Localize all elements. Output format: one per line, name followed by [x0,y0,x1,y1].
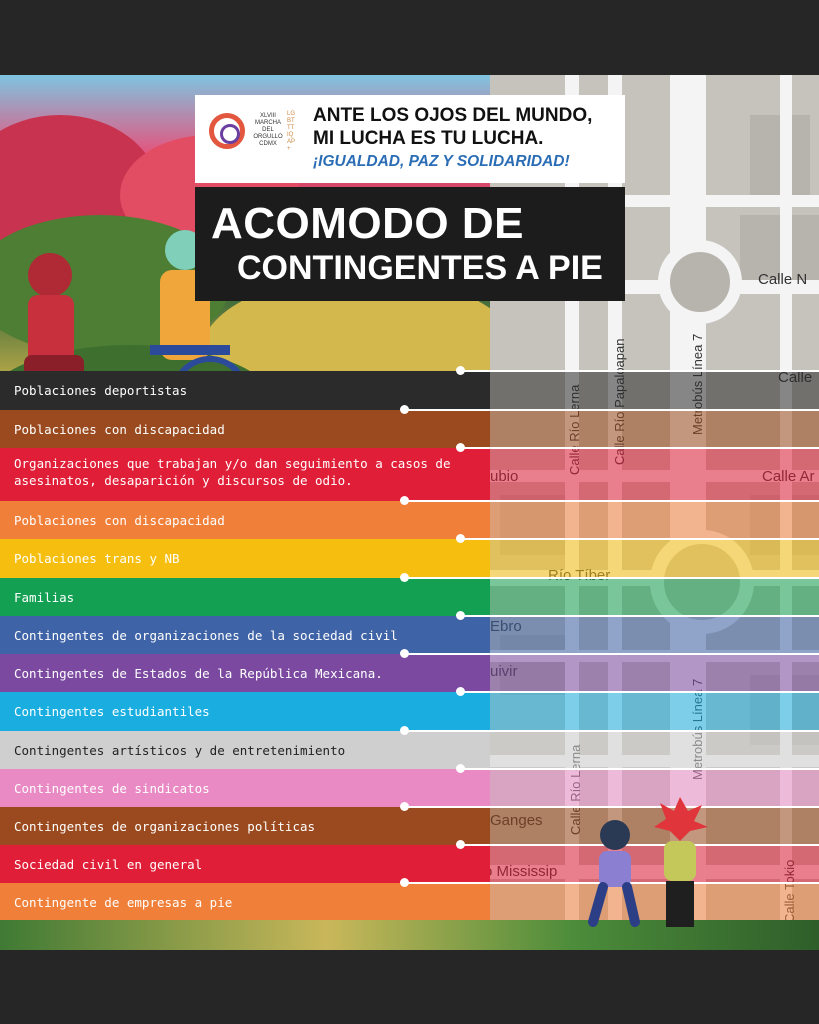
contingent-label: Poblaciones con discapacidad [14,513,225,528]
contingent-label: Contingentes de Estados de la República Mexicana. [14,666,383,681]
band-dot [400,878,409,887]
band-map-overlay [490,448,819,501]
band-connector-line [404,577,819,579]
band-connector-line [404,500,819,502]
band-dot [456,366,465,375]
band-connector-line [404,806,819,808]
contingent-label: Poblaciones deportistas [14,383,188,398]
band-connector-line [460,691,819,693]
contingent-band [0,654,819,692]
band-dot [456,611,465,620]
band-dot [400,496,409,505]
band-dot [400,649,409,658]
band-dot [456,764,465,773]
slogan-line-3: ¡IGUALDAD, PAZ Y SOLIDARIDAD! [313,153,570,170]
band-connector-line [460,370,819,372]
logo-letters: LG BT TT IQ AP + [287,111,296,152]
contingent-label: Contingentes de organizaciones de la sociedad civil [14,628,398,643]
band-map-overlay [490,501,819,539]
contingent-label: Sociedad civil en general [14,857,203,872]
band-dot [400,573,409,582]
contingent-band [0,731,819,769]
contingent-label: Contingente de empresas a pie [14,895,233,910]
band-dot [400,726,409,735]
contingent-label: Contingentes estudiantiles [14,704,210,719]
band-dot [456,534,465,543]
title-line-1: ACOMODO DE [211,199,524,248]
contingent-label: Contingentes artísticos y de entretenimiento [14,743,346,758]
band-dot [456,687,465,696]
band-dot [456,443,465,452]
title-line-2: CONTINGENTES A PIE [237,249,603,287]
band-map-overlay [490,692,819,731]
contingent-label: Contingentes de sindicatos [14,781,210,796]
slogan-line-1: ANTE LOS OJOS DEL MUNDO, [313,105,593,126]
contingent-band [0,501,819,539]
band-connector-line [460,768,819,770]
contingent-label: Familias [14,590,75,605]
band-dot [456,840,465,849]
contingent-label: Organizaciones que trabajan y/o dan seguimiento a casos de asesinatos, desaparición y discursos de odio. [14,456,451,488]
band-connector-line [460,615,819,617]
slogan-line-2: MI LUCHA ES TU LUCHA. [313,128,544,149]
header-box [195,95,625,183]
band-map-overlay [490,539,819,578]
band-map-overlay [490,654,819,692]
band-connector-line [404,409,819,411]
walking-person-illustration [650,797,710,933]
band-map-overlay [490,578,819,616]
contingent-band [0,371,819,410]
poster [0,75,819,950]
contingent-label: Poblaciones con discapacidad [14,422,225,437]
pride-march-logo-icon [209,113,245,149]
contingent-band [0,410,819,448]
band-dot [400,405,409,414]
walking-person-illustration [585,817,645,929]
band-connector-line [460,538,819,540]
band-map-overlay [490,616,819,654]
contingent-band [0,616,819,654]
band-map-overlay [490,371,819,410]
contingent-band [0,578,819,616]
logo-text: XLVIII MARCHA DEL ORGULLO CDMX [253,113,283,147]
band-dot [400,802,409,811]
title-box [195,187,625,301]
contingent-band [0,539,819,578]
contingent-band [0,448,819,501]
map-label-calle-n: Calle N [758,271,808,288]
band-connector-line [460,447,819,449]
band-map-overlay [490,731,819,769]
contingent-band [0,692,819,731]
band-map-overlay [490,410,819,448]
contingent-label: Contingentes de organizaciones políticas [14,819,316,834]
band-connector-line [404,730,819,732]
contingent-label: Poblaciones trans y NB [14,551,180,566]
band-connector-line [404,653,819,655]
